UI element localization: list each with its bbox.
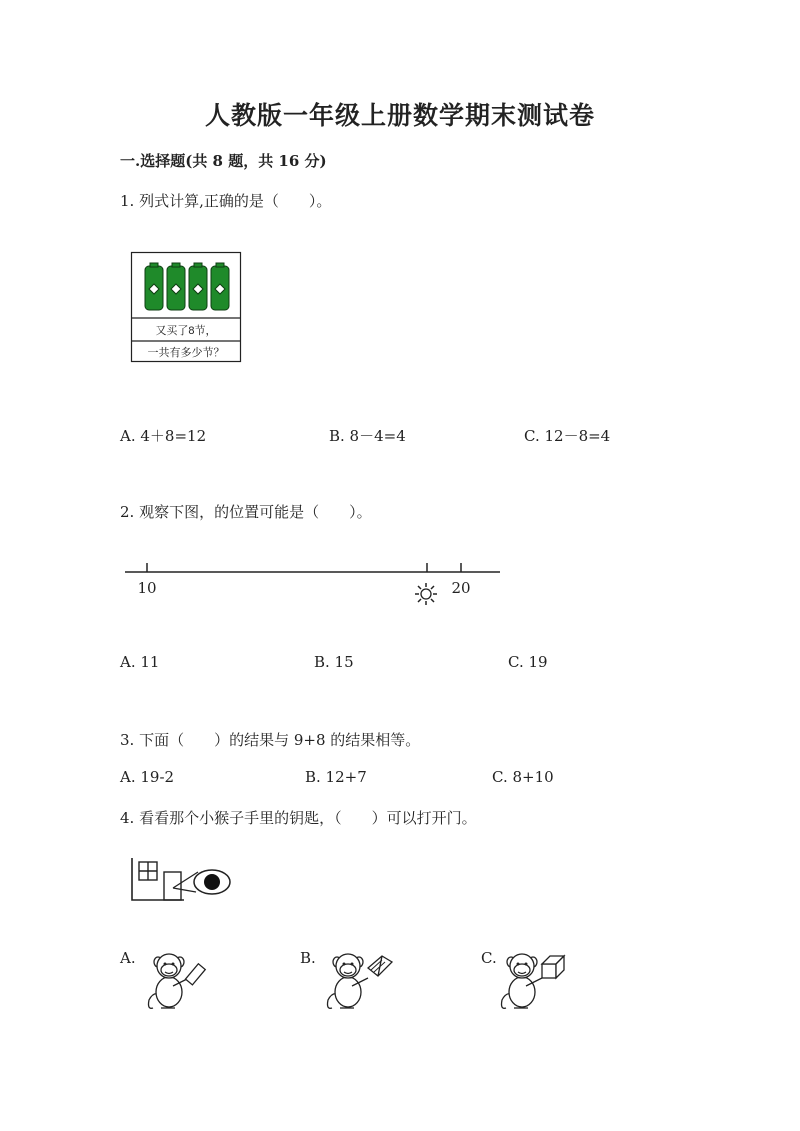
q1-option-b: B. 8－4=4: [329, 427, 406, 445]
q4-option-a: A.: [120, 949, 136, 967]
door-lock-picture: [128, 858, 238, 904]
image-caption-1: 又买了8节，: [155, 325, 217, 337]
battery-icon: [167, 263, 185, 310]
tick-label-10: 10: [137, 579, 157, 597]
number-line: [120, 555, 510, 610]
monkey-with-key-a-icon: [145, 948, 221, 1014]
q2-option-b: B. 15: [314, 653, 354, 671]
q2-option-c: C. 19: [508, 653, 548, 671]
q3-option-b: B. 12+7: [305, 768, 367, 786]
question-3: 3. 下面（ ）的结果与 9+8 的结果相等。: [120, 731, 421, 749]
battery-icon: [189, 263, 207, 310]
question-4: 4. 看看那个小猴子手里的钥匙，（ ）可以打开门。: [120, 809, 477, 827]
monkey-with-key-c-icon: [498, 948, 574, 1014]
q2-option-a: A. 11: [120, 653, 160, 671]
battery-icon: [145, 263, 163, 310]
sun-icon: [415, 583, 437, 605]
q1-option-c: C. 12－8=4: [524, 427, 611, 445]
battery-picture: [131, 252, 241, 362]
question-1: 1. 列式计算,正确的是（ ）。: [120, 192, 332, 210]
question-2: 2. 观察下图，的位置可能是（ ）。: [120, 503, 372, 521]
page-title: 人教版一年级上册数学期末测试卷: [204, 101, 595, 130]
section-heading: 一.选择题(共 8 题，共 16 分): [120, 152, 327, 170]
q3-option-a: A. 19-2: [120, 768, 175, 786]
monkey-with-key-b-icon: [324, 948, 400, 1014]
image-caption-2: 一共有多少节？: [147, 347, 225, 359]
battery-icon: [211, 263, 229, 310]
q4-option-c: C.: [481, 949, 497, 967]
q4-option-b: B.: [300, 949, 316, 967]
tick-label-20: 20: [451, 579, 471, 597]
q1-option-a: A. 4＋8=12: [120, 427, 207, 445]
q3-option-c: C. 8+10: [492, 768, 554, 786]
